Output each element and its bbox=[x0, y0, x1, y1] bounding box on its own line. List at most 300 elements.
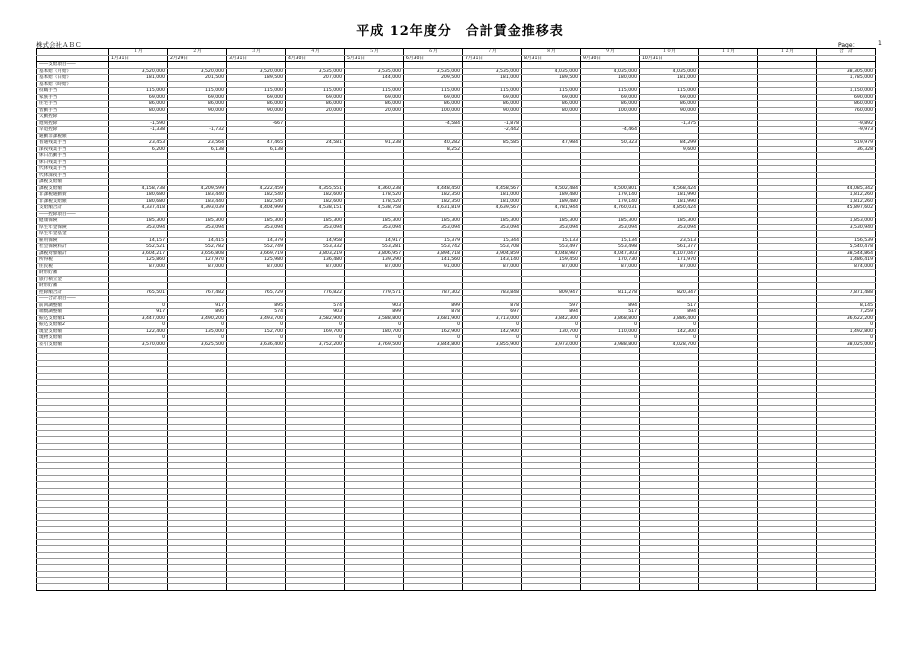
value-cell: 895 bbox=[227, 302, 286, 309]
value-cell: 3,582,900 bbox=[286, 315, 345, 322]
value-cell: -1,732 bbox=[168, 127, 227, 134]
value-cell: 4,035,000 bbox=[522, 68, 581, 75]
value-cell: 3,490,200 bbox=[168, 315, 227, 322]
page-number: 1 bbox=[878, 40, 882, 47]
row-label: 基本給（日給） bbox=[37, 75, 109, 82]
value-cell: 180,700 bbox=[345, 328, 404, 335]
value-cell: 6,200 bbox=[109, 146, 168, 153]
value-cell: 3,904,859 bbox=[463, 250, 522, 257]
value-cell: 125,860 bbox=[109, 257, 168, 264]
value-cell: 0 bbox=[168, 322, 227, 329]
date-cell: 4月30日 bbox=[286, 55, 345, 62]
value-cell: 4,631,819 bbox=[404, 205, 463, 212]
value-cell: 84,299 bbox=[640, 140, 699, 147]
row-label: 普通残業手当 bbox=[37, 140, 109, 147]
value-cell: 0 bbox=[227, 335, 286, 342]
value-cell: 353,094 bbox=[404, 224, 463, 231]
date-cell: 10月31日 bbox=[640, 55, 699, 62]
value-cell: 87,000 bbox=[581, 263, 640, 270]
value-cell: 0 bbox=[168, 335, 227, 342]
row-label: 休日残業手当 bbox=[37, 159, 109, 166]
value-cell: 0 bbox=[463, 322, 522, 329]
value-cell: 3,520,000 bbox=[227, 68, 286, 75]
blank-cell bbox=[817, 584, 876, 590]
row-label: 住宅手当 bbox=[37, 101, 109, 108]
value-cell: 0 bbox=[286, 335, 345, 342]
total-cell: 156,539 bbox=[817, 237, 876, 244]
value-cell: 3,713,000 bbox=[463, 315, 522, 322]
value-cell: 115,000 bbox=[404, 88, 463, 95]
total-cell: 1,812,260 bbox=[817, 198, 876, 205]
total-cell: 44,085,342 bbox=[817, 185, 876, 192]
value-cell: 87,000 bbox=[168, 263, 227, 270]
blank-cell bbox=[581, 584, 640, 590]
value-cell: 353,094 bbox=[522, 224, 581, 231]
row-label: 課税対象額計 bbox=[37, 250, 109, 257]
blank-cell bbox=[37, 584, 109, 590]
value-cell: 178,520 bbox=[345, 198, 404, 205]
value-cell: 767,482 bbox=[168, 289, 227, 296]
value-cell: 3,570,000 bbox=[109, 341, 168, 348]
value-cell: 0 bbox=[640, 322, 699, 329]
value-cell: 125,980 bbox=[227, 257, 286, 264]
value-cell: 115,000 bbox=[463, 88, 522, 95]
blank-cell bbox=[640, 584, 699, 590]
value-cell: 130,700 bbox=[522, 328, 581, 335]
value-cell: 85,585 bbox=[463, 140, 522, 147]
value-cell: 0 bbox=[345, 335, 404, 342]
date-cell: 6月30日 bbox=[404, 55, 463, 62]
value-cell: 15,379 bbox=[404, 237, 463, 244]
blank-row bbox=[37, 584, 876, 590]
value-cell: 3,681,900 bbox=[404, 315, 463, 322]
value-cell: 0 bbox=[404, 322, 463, 329]
row-label: 差引支給額 bbox=[37, 341, 109, 348]
blank-cell bbox=[404, 584, 463, 590]
value-cell: 3,588,800 bbox=[345, 315, 404, 322]
value-cell: 3,988,800 bbox=[581, 341, 640, 348]
value-cell: 207,000 bbox=[286, 75, 345, 82]
total-cell: 0 bbox=[817, 335, 876, 342]
value-cell: 178,520 bbox=[345, 192, 404, 199]
row-label: 旅行積立金 bbox=[37, 276, 109, 283]
total-cell: 1,785,000 bbox=[817, 75, 876, 82]
row-label: 厚生年金基金 bbox=[37, 231, 109, 238]
date-cell: 7月31日 bbox=[463, 55, 522, 62]
blank-cell bbox=[227, 584, 286, 590]
value-cell: -1,590 bbox=[109, 120, 168, 127]
row-label: 振込支給額1 bbox=[37, 315, 109, 322]
value-cell: 820,347 bbox=[640, 289, 699, 296]
date-cell: 8月31日 bbox=[522, 55, 581, 62]
value-cell: 86,000 bbox=[109, 101, 168, 108]
value-cell: 3,535,000 bbox=[404, 68, 463, 75]
value-cell: 6,138 bbox=[227, 146, 286, 153]
value-cell: 3,806,957 bbox=[345, 250, 404, 257]
value-cell: 87,000 bbox=[522, 263, 581, 270]
total-cell: 690,000 bbox=[817, 94, 876, 101]
value-cell: 182,350 bbox=[404, 192, 463, 199]
value-cell: -2,442 bbox=[463, 127, 522, 134]
row-label: 課税支給額 bbox=[37, 185, 109, 192]
value-cell: 3,656,808 bbox=[168, 250, 227, 257]
value-cell: 86,000 bbox=[286, 101, 345, 108]
blank-cell bbox=[522, 584, 581, 590]
value-cell: 0 bbox=[640, 335, 699, 342]
date-cell: 2月29日 bbox=[168, 55, 227, 62]
value-cell: 179,140 bbox=[581, 192, 640, 199]
value-cell: 553,498 bbox=[581, 244, 640, 251]
blank-cell bbox=[345, 584, 404, 590]
value-cell: 182,350 bbox=[404, 198, 463, 205]
blank-cell bbox=[758, 584, 817, 590]
value-cell: 80,000 bbox=[109, 107, 168, 114]
total-cell: 7,259 bbox=[817, 309, 876, 316]
value-cell: 142,300 bbox=[640, 328, 699, 335]
row-label: 健康保険 bbox=[37, 218, 109, 225]
value-cell: 115,000 bbox=[640, 88, 699, 95]
value-cell: 4,028,700 bbox=[640, 341, 699, 348]
date-cell: 5月31日 bbox=[345, 55, 404, 62]
row-label: ――支給項目―― bbox=[37, 62, 109, 69]
value-cell: 50,323 bbox=[581, 140, 640, 147]
row-label: 厚生年金保険 bbox=[37, 224, 109, 231]
value-cell: 23,564 bbox=[168, 140, 227, 147]
page-label: Page： bbox=[838, 42, 859, 49]
row-label: 社会保険料計 bbox=[37, 244, 109, 251]
value-cell: 3,535,000 bbox=[286, 68, 345, 75]
value-cell: 40,282 bbox=[404, 140, 463, 147]
value-cell: 4,035,000 bbox=[640, 68, 699, 75]
row-label: 財形貯蓄 bbox=[37, 283, 109, 290]
row-label: 役職手当 bbox=[37, 88, 109, 95]
month-header: １０月 bbox=[640, 49, 699, 56]
row-label: 雇用保険 bbox=[37, 237, 109, 244]
row-label: 基本給（月給） bbox=[37, 68, 109, 75]
table-body bbox=[37, 62, 876, 591]
total-cell: 1,812,260 bbox=[817, 192, 876, 199]
value-cell: -667 bbox=[227, 120, 286, 127]
value-cell: 181,990 bbox=[640, 198, 699, 205]
row-label: 非課税通勤費 bbox=[37, 192, 109, 199]
value-cell: 69,000 bbox=[463, 94, 522, 101]
value-cell: 3,868,800 bbox=[581, 315, 640, 322]
blank-cell bbox=[109, 584, 168, 590]
value-cell: 4,158,738 bbox=[109, 185, 168, 192]
month-header: １１月 bbox=[699, 49, 758, 56]
value-cell: 0 bbox=[581, 335, 640, 342]
row-label: 代休深夜手当 bbox=[37, 172, 109, 179]
row-label: ――控除項目―― bbox=[37, 211, 109, 218]
blank-cell bbox=[286, 584, 345, 590]
value-cell: 87,000 bbox=[227, 263, 286, 270]
value-cell: 3,894,718 bbox=[404, 250, 463, 257]
value-cell: 4,355,551 bbox=[286, 185, 345, 192]
value-cell: 0 bbox=[345, 322, 404, 329]
value-cell: 765,501 bbox=[109, 289, 168, 296]
value-cell: 9,600 bbox=[640, 146, 699, 153]
value-cell: 201,500 bbox=[168, 75, 227, 82]
row-label: 基本給（時給） bbox=[37, 81, 109, 88]
value-cell: 185,300 bbox=[640, 218, 699, 225]
value-cell: 4,500,801 bbox=[581, 185, 640, 192]
value-cell: 69,000 bbox=[581, 94, 640, 101]
value-cell: 697 bbox=[463, 309, 522, 316]
value-cell: 183,440 bbox=[168, 192, 227, 199]
value-cell: 4,760,031 bbox=[581, 205, 640, 212]
value-cell: 0 bbox=[109, 322, 168, 329]
value-cell: 86,000 bbox=[640, 101, 699, 108]
row-label: 現物支給額 bbox=[37, 335, 109, 342]
value-cell: 24,581 bbox=[286, 140, 345, 147]
value-cell: 3,842,300 bbox=[522, 315, 581, 322]
value-cell: 189,500 bbox=[522, 75, 581, 82]
month-header: ５月 bbox=[345, 49, 404, 56]
total-cell: 36,328 bbox=[817, 146, 876, 153]
row-label: 端数調整額 bbox=[37, 309, 109, 316]
value-cell: 3,844,800 bbox=[404, 341, 463, 348]
value-cell: 783,848 bbox=[463, 289, 522, 296]
value-cell: 779,571 bbox=[345, 289, 404, 296]
value-cell: 182,540 bbox=[227, 192, 286, 199]
value-cell: 122,400 bbox=[109, 328, 168, 335]
value-cell: 15,134 bbox=[581, 237, 640, 244]
total-header: 合 計 bbox=[817, 49, 876, 56]
value-cell: 14,157 bbox=[109, 237, 168, 244]
value-cell: 115,000 bbox=[522, 88, 581, 95]
value-cell: 86,000 bbox=[463, 101, 522, 108]
value-cell: 90,000 bbox=[640, 107, 699, 114]
value-cell: 3,803,219 bbox=[286, 250, 345, 257]
value-cell: 87,000 bbox=[463, 263, 522, 270]
value-cell: 20,000 bbox=[345, 107, 404, 114]
value-cell: 100,000 bbox=[581, 107, 640, 114]
value-cell: 69,000 bbox=[168, 94, 227, 101]
value-cell: 86,000 bbox=[581, 101, 640, 108]
total-cell: 38,305,000 bbox=[817, 68, 876, 75]
value-cell: 127,970 bbox=[168, 257, 227, 264]
total-cell: 1,486,419 bbox=[817, 257, 876, 264]
value-cell: 180,000 bbox=[581, 75, 640, 82]
total-cell: -9,973 bbox=[817, 127, 876, 134]
total-cell: 36,622,200 bbox=[817, 315, 876, 322]
value-cell: 135,000 bbox=[168, 328, 227, 335]
value-cell: 185,300 bbox=[227, 218, 286, 225]
month-header: ６月 bbox=[404, 49, 463, 56]
value-cell: 3,604,217 bbox=[109, 250, 168, 257]
value-cell: 574 bbox=[227, 309, 286, 316]
value-cell: 574 bbox=[286, 302, 345, 309]
value-cell: 0 bbox=[522, 335, 581, 342]
value-cell: 553,497 bbox=[522, 244, 581, 251]
value-cell: -1,878 bbox=[463, 120, 522, 127]
value-cell: 3,520,000 bbox=[109, 68, 168, 75]
value-cell: 100,000 bbox=[404, 107, 463, 114]
total-cell: 860,000 bbox=[817, 101, 876, 108]
company-name: 株式会社ＡＢＣ bbox=[36, 41, 82, 49]
value-cell: 4,538,758 bbox=[345, 205, 404, 212]
value-cell: 144,000 bbox=[345, 75, 404, 82]
value-cell: 69,000 bbox=[522, 94, 581, 101]
value-cell: 917 bbox=[109, 309, 168, 316]
total-cell: 38,025,000 bbox=[817, 341, 876, 348]
table-header bbox=[37, 49, 876, 62]
row-label: 欠勤控除 bbox=[37, 114, 109, 121]
value-cell: 0 bbox=[227, 322, 286, 329]
value-cell: 90,000 bbox=[168, 107, 227, 114]
month-header: ２月 bbox=[168, 49, 227, 56]
value-cell: 136,480 bbox=[286, 257, 345, 264]
value-cell: 3,493,700 bbox=[227, 315, 286, 322]
value-cell: 353,094 bbox=[227, 224, 286, 231]
date-cell: 3月31日 bbox=[227, 55, 286, 62]
value-cell: 3,447,000 bbox=[109, 315, 168, 322]
value-cell: 23,453 bbox=[109, 140, 168, 147]
value-cell: 185,300 bbox=[286, 218, 345, 225]
value-cell: 182,600 bbox=[286, 198, 345, 205]
value-cell: 181,000 bbox=[463, 75, 522, 82]
value-cell: 553,742 bbox=[404, 244, 463, 251]
value-cell: 86,000 bbox=[227, 101, 286, 108]
value-cell: 115,000 bbox=[109, 88, 168, 95]
value-cell: 91,000 bbox=[404, 263, 463, 270]
value-cell: 353,094 bbox=[109, 224, 168, 231]
value-cell: 152,700 bbox=[227, 328, 286, 335]
value-cell: 0 bbox=[463, 335, 522, 342]
value-cell: 4,222,459 bbox=[227, 185, 286, 192]
value-cell: 69,000 bbox=[109, 94, 168, 101]
value-cell: 353,094 bbox=[463, 224, 522, 231]
value-cell: 553,708 bbox=[463, 244, 522, 251]
row-label: 住民税 bbox=[37, 263, 109, 270]
value-cell: 162,900 bbox=[404, 328, 463, 335]
value-cell: 552,782 bbox=[168, 244, 227, 251]
value-cell: 86,000 bbox=[168, 101, 227, 108]
value-cell: 903 bbox=[345, 302, 404, 309]
value-cell: 552,521 bbox=[109, 244, 168, 251]
value-cell: 4,035,000 bbox=[581, 68, 640, 75]
value-cell: 553,332 bbox=[286, 244, 345, 251]
total-cell: 38,544,864 bbox=[817, 250, 876, 257]
value-cell: 895 bbox=[168, 309, 227, 316]
value-cell: 115,000 bbox=[168, 88, 227, 95]
value-cell: -4,464 bbox=[581, 127, 640, 134]
value-cell: 4,538,151 bbox=[286, 205, 345, 212]
value-cell: 115,000 bbox=[286, 88, 345, 95]
value-cell: 141,560 bbox=[404, 257, 463, 264]
value-cell: 185,300 bbox=[109, 218, 168, 225]
month-header: ８月 bbox=[522, 49, 581, 56]
value-cell: 353,094 bbox=[581, 224, 640, 231]
value-cell: 181,000 bbox=[463, 192, 522, 199]
row-label: 課税支給額 bbox=[37, 179, 109, 186]
value-cell: 553,281 bbox=[345, 244, 404, 251]
value-cell: 86,000 bbox=[522, 101, 581, 108]
value-cell: 0 bbox=[404, 335, 463, 342]
blank-cell bbox=[463, 584, 522, 590]
value-cell: -1,338 bbox=[109, 127, 168, 134]
value-cell: 917 bbox=[168, 302, 227, 309]
value-cell: 110,000 bbox=[581, 328, 640, 335]
value-cell: 15,344 bbox=[463, 237, 522, 244]
total-cell: 1,492,800 bbox=[817, 328, 876, 335]
value-cell: 787,302 bbox=[404, 289, 463, 296]
row-label: ――合計項目―― bbox=[37, 296, 109, 303]
value-cell: 143,140 bbox=[463, 257, 522, 264]
value-cell: 3,669,719 bbox=[227, 250, 286, 257]
value-cell: 353,094 bbox=[640, 224, 699, 231]
value-cell: 170,730 bbox=[581, 257, 640, 264]
value-cell: 4,047,303 bbox=[581, 250, 640, 257]
value-cell: 159,450 bbox=[522, 257, 581, 264]
total-cell: 3,530,940 bbox=[817, 224, 876, 231]
value-cell: 182,600 bbox=[286, 192, 345, 199]
value-cell: 185,300 bbox=[522, 218, 581, 225]
value-cell: 894 bbox=[640, 309, 699, 316]
month-header: ４月 bbox=[286, 49, 345, 56]
value-cell: 552,749 bbox=[227, 244, 286, 251]
value-cell: 115,000 bbox=[581, 88, 640, 95]
total-cell: 45,897,602 bbox=[817, 205, 876, 212]
row-label: 現金支給額 bbox=[37, 328, 109, 335]
value-cell: 4,781,944 bbox=[522, 205, 581, 212]
value-cell: 179,140 bbox=[581, 198, 640, 205]
value-cell: 6,138 bbox=[168, 146, 227, 153]
value-cell: 115,000 bbox=[345, 88, 404, 95]
value-cell: 765,729 bbox=[227, 289, 286, 296]
value-cell: 4,048,987 bbox=[522, 250, 581, 257]
value-cell: 183,440 bbox=[168, 198, 227, 205]
value-cell: 3,973,000 bbox=[522, 341, 581, 348]
total-cell: 874,000 bbox=[817, 263, 876, 270]
value-cell: 517 bbox=[581, 309, 640, 316]
value-cell: 15,133 bbox=[522, 237, 581, 244]
value-cell: 69,000 bbox=[227, 94, 286, 101]
value-cell: 0 bbox=[109, 335, 168, 342]
value-cell: 0 bbox=[109, 302, 168, 309]
value-cell: 353,094 bbox=[168, 224, 227, 231]
value-cell: 185,300 bbox=[168, 218, 227, 225]
date-cell: 1月31日 bbox=[109, 55, 168, 62]
value-cell: 189,500 bbox=[227, 75, 286, 82]
value-cell: 3,625,500 bbox=[168, 341, 227, 348]
value-cell: 899 bbox=[345, 309, 404, 316]
wage-table bbox=[36, 48, 876, 591]
blank-cell bbox=[168, 584, 227, 590]
value-cell: 47,465 bbox=[227, 140, 286, 147]
value-cell: 181,000 bbox=[463, 198, 522, 205]
value-cell: 14,917 bbox=[345, 237, 404, 244]
value-cell: 894 bbox=[522, 309, 581, 316]
row-label: 代休残業手当 bbox=[37, 166, 109, 173]
value-cell: 4,393,039 bbox=[168, 205, 227, 212]
value-cell: 597 bbox=[522, 302, 581, 309]
value-cell: 4,360,238 bbox=[345, 185, 404, 192]
value-cell: 3,855,900 bbox=[463, 341, 522, 348]
value-cell: 90,000 bbox=[227, 107, 286, 114]
value-cell: 899 bbox=[404, 302, 463, 309]
value-cell: 209,500 bbox=[404, 75, 463, 82]
value-cell: 4,639,567 bbox=[463, 205, 522, 212]
row-label: 非課税支給額 bbox=[37, 198, 109, 205]
value-cell: 3,769,500 bbox=[345, 341, 404, 348]
value-cell: 903 bbox=[286, 309, 345, 316]
value-cell: 189,480 bbox=[522, 198, 581, 205]
value-cell: 3,520,000 bbox=[168, 68, 227, 75]
row-label: 所得税 bbox=[37, 257, 109, 264]
value-cell: 0 bbox=[286, 322, 345, 329]
value-cell: 185,300 bbox=[463, 218, 522, 225]
